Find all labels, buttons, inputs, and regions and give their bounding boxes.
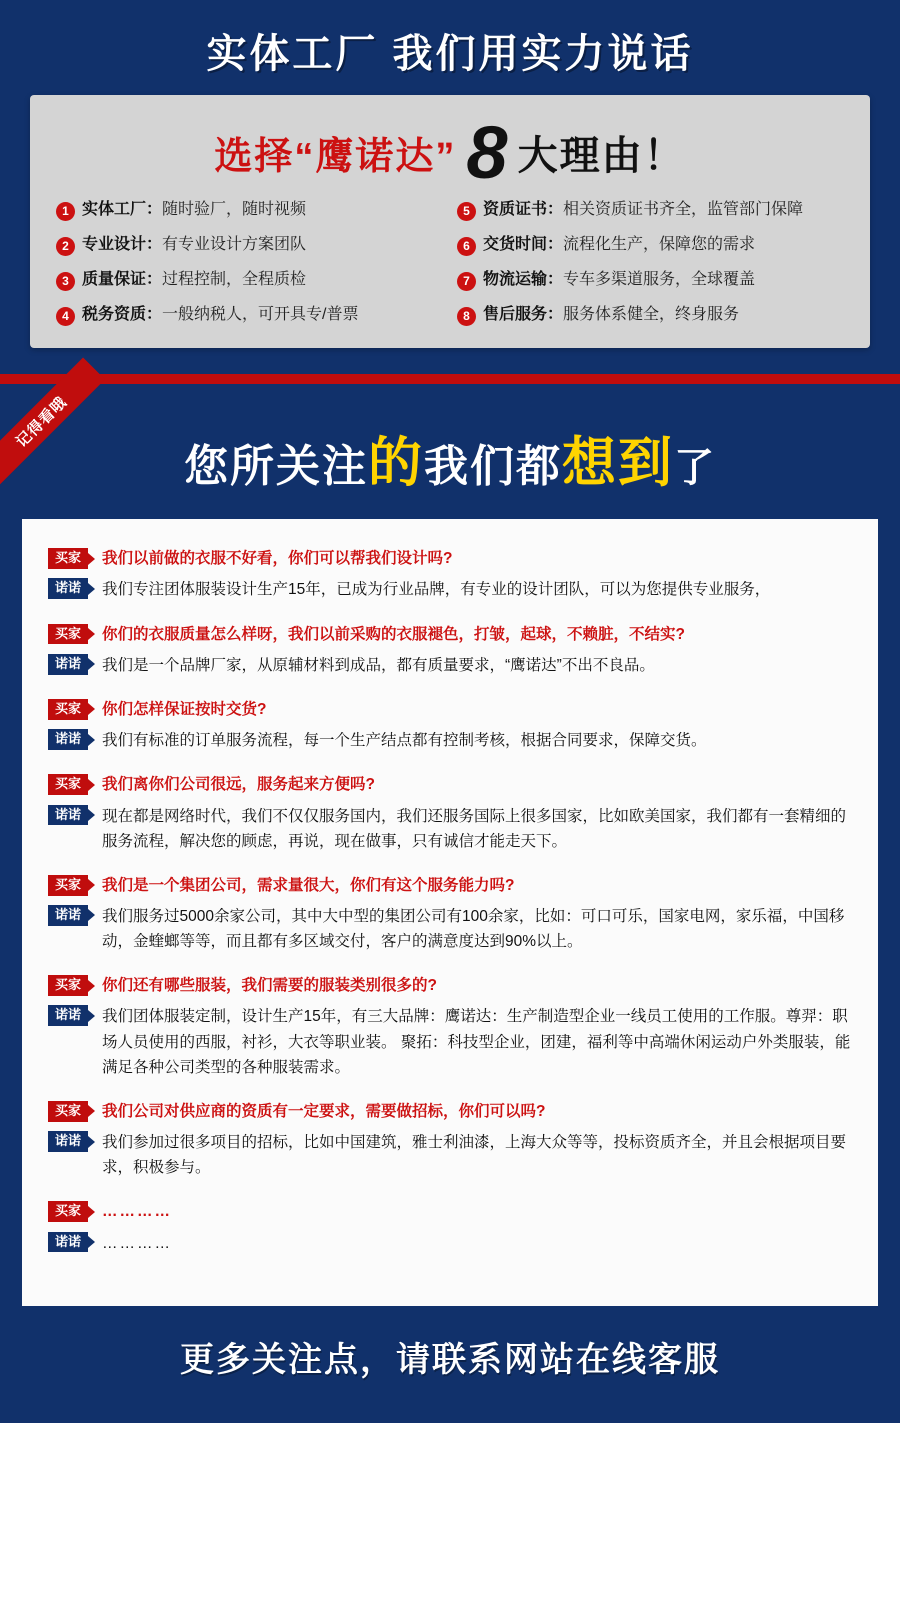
faq-question-row (48, 974, 852, 997)
rep-tag: 诺诺 (48, 729, 88, 750)
faq-title-part2: 的 (368, 433, 424, 494)
reason-item (56, 200, 443, 221)
faq-answer-row (48, 728, 852, 753)
faq-question-text: 我们公司对供应商的资质有一定要求，需要做招标，你们可以吗? (102, 1102, 546, 1120)
faq-answer-text: 现在都是网络时代，我们不仅仅服务国内，我们还服务国际上很多国家，比如欧美国家，我们都有一套精细的服务流程，解决您的顾虑，再说，现在做事，只有诚信才能走天下。 (102, 807, 847, 850)
reason-number-badge: 2 (56, 237, 75, 256)
faq-question-row (48, 1200, 852, 1223)
reason-title: 售后服务： (483, 306, 564, 324)
faq-item (48, 623, 852, 678)
reasons-card (30, 95, 870, 348)
rep-tag: 诺诺 (48, 578, 88, 599)
faq-question-row (48, 1100, 852, 1123)
rep-tag: 诺诺 (48, 905, 88, 926)
faq-item (48, 698, 852, 753)
faq-answer-row (48, 577, 852, 602)
faq-question-row (48, 623, 852, 646)
rep-tag: 诺诺 (48, 805, 88, 826)
buyer-tag: 买家 (48, 1201, 88, 1222)
reason-title: 专业设计： (82, 236, 163, 254)
faq-answer-text: ………… (102, 1234, 173, 1252)
buyer-tag: 买家 (48, 875, 88, 896)
reason-item (56, 235, 443, 256)
faq-question-text: 我们是一个集团公司，需求量很大，你们有这个服务能力吗? (102, 876, 515, 894)
headline-big-number: 8 (466, 111, 508, 194)
rep-tag: 诺诺 (48, 1131, 88, 1152)
reason-item (457, 235, 844, 256)
faq-item (48, 1100, 852, 1180)
faq-answer-row (48, 1130, 852, 1180)
reason-item (457, 270, 844, 291)
reason-text: 过程控制，全程质检 (162, 271, 307, 289)
faq-section (0, 384, 900, 1408)
faq-question-row (48, 773, 852, 796)
rep-tag: 诺诺 (48, 1232, 88, 1253)
faq-answer-row (48, 1004, 852, 1079)
reason-title: 质量保证： (82, 271, 163, 289)
reason-text: 相关资质证书齐全，监管部门保障 (563, 201, 804, 219)
faq-title-part1: 您所关注 (184, 442, 368, 492)
section1-banner-title: 实体工厂 我们用实力说话 (206, 32, 694, 76)
reason-number-badge: 4 (56, 307, 75, 326)
reasons-section (0, 0, 900, 374)
section-divider (0, 374, 900, 384)
reason-number-badge: 5 (457, 202, 476, 221)
reason-number-badge: 3 (56, 272, 75, 291)
reason-title: 交货时间： (483, 236, 564, 254)
reason-item (457, 305, 844, 326)
faq-question-text: 你们还有哪些服装，我们需要的服装类别很多的? (102, 977, 437, 995)
reason-text: 一般纳税人，可开具专/普票 (162, 306, 359, 324)
reason-title: 税务资质： (82, 306, 163, 324)
faq-answer-row (48, 1231, 852, 1256)
faq-item (48, 547, 852, 602)
reason-number-badge: 8 (457, 307, 476, 326)
faq-item (48, 974, 852, 1080)
buyer-tag: 买家 (48, 975, 88, 996)
buyer-tag: 买家 (48, 1101, 88, 1122)
reason-number-badge: 6 (457, 237, 476, 256)
reason-title: 资质证书： (483, 201, 564, 219)
reason-text: 服务体系健全，终身服务 (563, 306, 740, 324)
faq-answer-text: 我们是一个品牌厂家，从原辅材料到成品，都有质量要求，“鹰诺达”不出不良品。 (102, 656, 655, 674)
headline-black-suffix: 大理由！ (517, 134, 686, 179)
reason-title: 物流运输： (483, 271, 564, 289)
faq-answer-text: 我们团体服装定制，设计生产15年，有三大品牌：鹰诺达：生产制造型企业一线员工使用的工作服。尊羿：职场人员使用的西服，衬衫，大衣等职业装。 聚拓：科技型企业，团建，福利等中高端休闲运动户外类服装，能满足各种公司类型的各种服装需求。 (102, 1008, 851, 1076)
faq-title-part5: 了 (674, 446, 716, 491)
faq-answer-text: 我们参加过很多项目的招标，比如中国建筑，雅士利油漆，上海大众等等，投标资质齐全，并且会根据项目要求，积极参与。 (102, 1134, 847, 1177)
reason-text: 流程化生产，保障您的需求 (563, 236, 756, 254)
reason-title: 实体工厂： (82, 201, 163, 219)
faq-question-row (48, 547, 852, 570)
faq-item (48, 773, 852, 853)
reasons-headline (50, 113, 850, 200)
reason-text: 专车多渠道服务，全球覆盖 (563, 271, 756, 289)
reasons-grid (50, 200, 850, 326)
faq-title-part3: 我们都 (424, 442, 562, 492)
rep-tag: 诺诺 (48, 654, 88, 675)
rep-tag: 诺诺 (48, 1005, 88, 1026)
buyer-tag: 买家 (48, 624, 88, 645)
reason-text: 有专业设计方案团队 (162, 236, 307, 254)
faq-question-text: ………… (102, 1203, 173, 1221)
faq-answer-row (48, 653, 852, 678)
faq-card (22, 519, 878, 1305)
faq-answer-text: 我们服务过5000余家公司，其中大中型的集团公司有100余家，比如：可口可乐，国家电网，家乐福，中国移动，金蝰螂等等，而且都有多区域交付，客户的满意度达到90%以上。 (102, 907, 845, 951)
faq-question-row (48, 698, 852, 721)
faq-answer-text: 我们专注团体服装设计生产15年，已成为行业品牌，有专业的设计团队，可以为您提供专业服务， (102, 581, 771, 599)
reason-text: 随时验厂，随时视频 (162, 201, 307, 219)
reason-item (457, 200, 844, 221)
faq-question-text: 我们离你们公司很远，服务起来方便吗? (102, 776, 375, 794)
faq-question-row (48, 874, 852, 897)
faq-footer-text: 更多关注点，请联系网站在线客服 (180, 1340, 720, 1379)
faq-answer-row (48, 904, 852, 954)
reason-item (56, 270, 443, 291)
headline-red-prefix: 选择“鹰诺达” (214, 136, 457, 179)
bottom-bar (0, 1409, 900, 1423)
reason-number-badge: 1 (56, 202, 75, 221)
faq-answer-row (48, 804, 852, 854)
faq-question-text: 你们怎样保证按时交货? (102, 700, 267, 718)
faq-item (48, 1200, 852, 1255)
faq-question-text: 我们以前做的衣服不好看，你们可以帮我们设计吗? (102, 550, 453, 568)
faq-answer-text: 我们有标准的订单服务流程，每一个生产结点都有控制考核，根据合同要求，保障交货。 (102, 732, 707, 750)
buyer-tag: 买家 (48, 774, 88, 795)
faq-title (0, 384, 900, 519)
reason-number-badge: 7 (457, 272, 476, 291)
buyer-tag: 买家 (48, 548, 88, 569)
corner-ribbon: 记得看哦 (0, 358, 105, 486)
faq-title-part4: 想到 (562, 433, 674, 494)
faq-question-text: 你们的衣服质量怎么样呀，我们以前采购的衣服褪色，打皱，起球，不赖脏，不结实? (102, 625, 685, 643)
reason-item (56, 305, 443, 326)
buyer-tag: 买家 (48, 699, 88, 720)
faq-item (48, 874, 852, 954)
